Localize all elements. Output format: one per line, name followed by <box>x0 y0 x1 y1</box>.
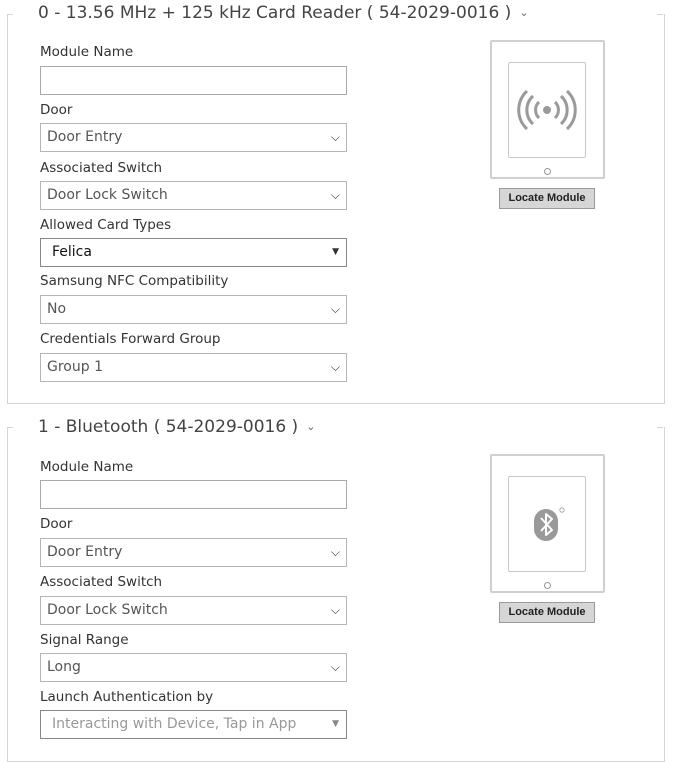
signal-range-value: Long <box>47 659 81 675</box>
associated-switch-select[interactable] <box>40 596 347 625</box>
door-select-value: Door Entry <box>47 129 123 145</box>
caret-down-icon: ▼ <box>332 719 339 729</box>
launch-authentication-select <box>40 710 347 739</box>
chevron-down-icon: ⌵ <box>330 545 340 559</box>
signal-range-label: Signal Range <box>40 632 129 648</box>
samsung-nfc-value: No <box>47 301 67 317</box>
door-select-value: Door Entry <box>47 544 123 560</box>
associated-switch-label: Associated Switch <box>40 574 163 590</box>
credentials-forward-group-label: Credentials Forward Group <box>40 331 221 347</box>
module-1-device-image <box>490 454 605 593</box>
door-select[interactable] <box>40 123 347 152</box>
module-1-title[interactable] <box>38 415 321 439</box>
module-0-title[interactable] <box>38 1 535 25</box>
module-name-input[interactable] <box>40 66 347 95</box>
module-name-input[interactable] <box>40 480 347 509</box>
device-face <box>508 62 586 158</box>
associated-switch-select[interactable] <box>40 181 347 210</box>
door-label: Door <box>40 102 73 118</box>
module-0-device-image <box>490 40 605 179</box>
bluetooth-icon <box>509 477 585 571</box>
chevron-down-icon[interactable]: ⌄ <box>306 420 316 433</box>
panel-corner <box>7 14 13 15</box>
associated-switch-value: Door Lock Switch <box>47 187 168 203</box>
launch-authentication-value: Interacting with Device, Tap in App <box>52 716 297 732</box>
allowed-card-types-select[interactable] <box>40 238 347 267</box>
signal-range-select[interactable] <box>40 653 347 682</box>
module-name-label: Module Name <box>40 44 134 60</box>
device-face <box>508 476 586 572</box>
panel-corner <box>657 427 663 428</box>
locate-module-button[interactable]: Locate Module <box>499 188 595 209</box>
credentials-forward-group-value: Group 1 <box>47 359 103 375</box>
allowed-card-types-label: Allowed Card Types <box>40 217 172 233</box>
chevron-down-icon[interactable]: ⌄ <box>519 6 529 19</box>
panel-corner <box>657 14 663 15</box>
samsung-nfc-select[interactable] <box>40 295 347 324</box>
chevron-down-icon: ⌵ <box>330 660 340 674</box>
device-led <box>544 168 551 175</box>
nfc-waves-icon <box>509 63 585 157</box>
chevron-down-icon: ⌵ <box>330 188 340 202</box>
module-name-label: Module Name <box>40 459 134 475</box>
chevron-down-icon: ⌵ <box>330 603 340 617</box>
module-1-title-text: 1 - Bluetooth ( 54-2029-0016 ) <box>38 417 299 437</box>
associated-switch-value: Door Lock Switch <box>47 602 168 618</box>
samsung-nfc-label: Samsung NFC Compatibility <box>40 273 229 289</box>
locate-module-button[interactable]: Locate Module <box>499 602 595 623</box>
door-label: Door <box>40 516 73 532</box>
launch-authentication-label: Launch Authentication by <box>40 689 214 705</box>
chevron-down-icon: ⌵ <box>330 360 340 374</box>
allowed-card-types-value: Felica <box>52 244 92 260</box>
device-led <box>544 582 551 589</box>
chevron-down-icon: ⌵ <box>330 302 340 316</box>
associated-switch-label: Associated Switch <box>40 160 163 176</box>
credentials-forward-group-select[interactable] <box>40 353 347 382</box>
module-0-title-text: 0 - 13.56 MHz + 125 kHz Card Reader ( 54-2029-0016 ) <box>38 3 512 23</box>
door-select[interactable] <box>40 538 347 567</box>
caret-down-icon: ▼ <box>332 247 339 257</box>
chevron-down-icon: ⌵ <box>330 130 340 144</box>
panel-corner <box>7 427 13 428</box>
